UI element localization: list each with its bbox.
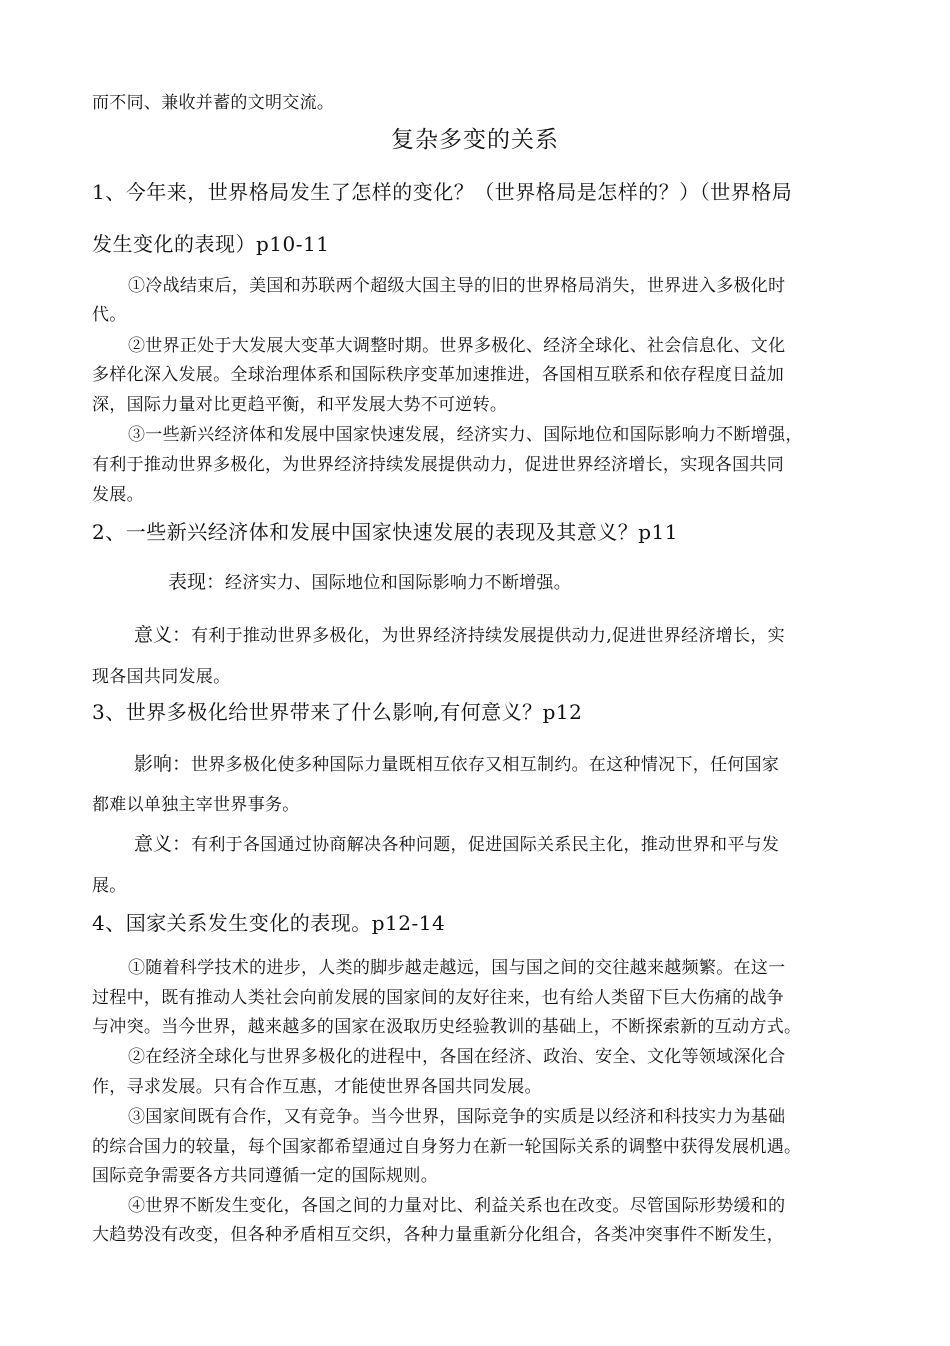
q2-meaning-label: 意义： [134,624,192,646]
q3-meaning-label: 意义： [134,833,192,855]
q3-influence-row [134,752,779,777]
q3-influence-text-line-2: 都难以单独主宰世界事务。 [92,795,300,815]
q3-meaning-text: 有利于各国通过协商解决各种问题，促进国际关系民主化，推动世界和平与发 [191,835,780,855]
q1-answer-2-line-2: 多样化深入发展。全球治理体系和国际秩序变革加速推进，各国相互联系和依存程度日益加 [92,365,784,385]
q1-answer-3-line-3: 发展。 [92,485,144,505]
q2-performance-label: 表现： [168,571,226,593]
section-title: 复杂多变的关系 [391,127,559,153]
question-4-title: 4、国家关系发生变化的表现。p12-14 [92,911,446,935]
q4-answer-1-line-1: ①随着科学技术的进步，人类的脚步越走越远，国与国之间的交往越来越频繁。在这一 [128,958,786,978]
q2-performance-text: 经济实力、国际地位和国际影响力不断增强。 [225,573,572,593]
q2-performance-row [168,570,571,595]
q1-answer-3-line-2: 有利于推动世界多极化，为世界经济持续发展提供动力，促进世界经济增长，实现各国共同 [92,455,784,475]
q1-answer-2-line-1: ②世界正处于大发展大变革大调整时期。世界多极化、经济全球化、社会信息化、文化 [128,336,786,356]
q1-answer-3-line-1: ③一些新兴经济体和发展中国家快速发展，经济实力、国际地位和国际影响力不断增强， [128,425,803,445]
q3-influence-text: 世界多极化使多种国际力量既相互依存又相互制约。在这种情况下，任何国家 [191,755,780,775]
q2-meaning-text-line-2: 现各国共同发展。 [92,667,231,687]
q4-answer-3-line-1: ③国家间既有合作，又有竞争。当今世界，国际竞争的实质是以经济和科技实力为基础 [128,1107,786,1127]
q4-answer-2-line-1: ②在经济全球化与世界多极化的进程中，各国在经济、政治、安全、文化等领域深化合 [128,1047,786,1067]
q3-meaning-text-line-2: 展。 [92,876,127,896]
q2-meaning-row [134,623,785,648]
question-1-line-1: 1、今年来，世界格局发生了怎样的变化？（世界格局是怎样的？）（世界格局 [92,180,793,204]
q4-answer-1-line-2: 过程中，既有推动人类社会向前发展的国家间的友好往来，也有给人类留下巨大伤痛的战争 [92,988,784,1008]
q4-answer-4-line-1: ④世界不断发生变化，各国之间的力量对比、利益关系也在改变。尽管国际形势缓和的 [128,1196,786,1216]
q2-meaning-text: 有利于推动世界多极化，为世界经济持续发展提供动力,促进世界经济增长，实 [191,626,785,646]
paragraph-continuation: 而不同、兼收并蓄的文明交流。 [92,93,335,113]
q1-answer-1-line-2: 代。 [92,305,127,325]
q4-answer-1-line-3: 与冲突。当今世界，越来越多的国家在汲取历史经验教训的基础上，不断探索新的互动方式。 [92,1017,802,1037]
q3-meaning-row [134,832,779,857]
question-1-line-2: 发生变化的表现）p10-11 [92,232,330,256]
q4-answer-3-line-2: 的综合国力的较量，每个国家都希望通过自身努力在新一轮国际关系的调整中获得发展机遇。 [92,1137,802,1157]
question-3-title: 3、世界多极化给世界带来了什么影响,有何意义？p12 [92,700,583,724]
q3-influence-label: 影响： [134,753,192,775]
q1-answer-2-line-3: 深，国际力量对比更趋平衡，和平发展大势不可逆转。 [92,395,508,415]
question-2-title: 2、一些新兴经济体和发展中国家快速发展的表现及其意义？p11 [92,520,678,544]
q4-answer-4-line-2: 大趋势没有改变，但各种矛盾相互交织，各种力量重新分化组合，各类冲突事件不断发生， [92,1225,784,1245]
q4-answer-2-line-2: 作，寻求发展。只有合作互惠，才能使世界各国共同发展。 [92,1077,542,1097]
q4-answer-3-line-3: 国际竞争需要各方共同遵循一定的国际规则。 [92,1166,438,1186]
q1-answer-1-line-1: ①冷战结束后，美国和苏联两个超级大国主导的旧的世界格局消失，世界进入多极化时 [128,276,786,296]
